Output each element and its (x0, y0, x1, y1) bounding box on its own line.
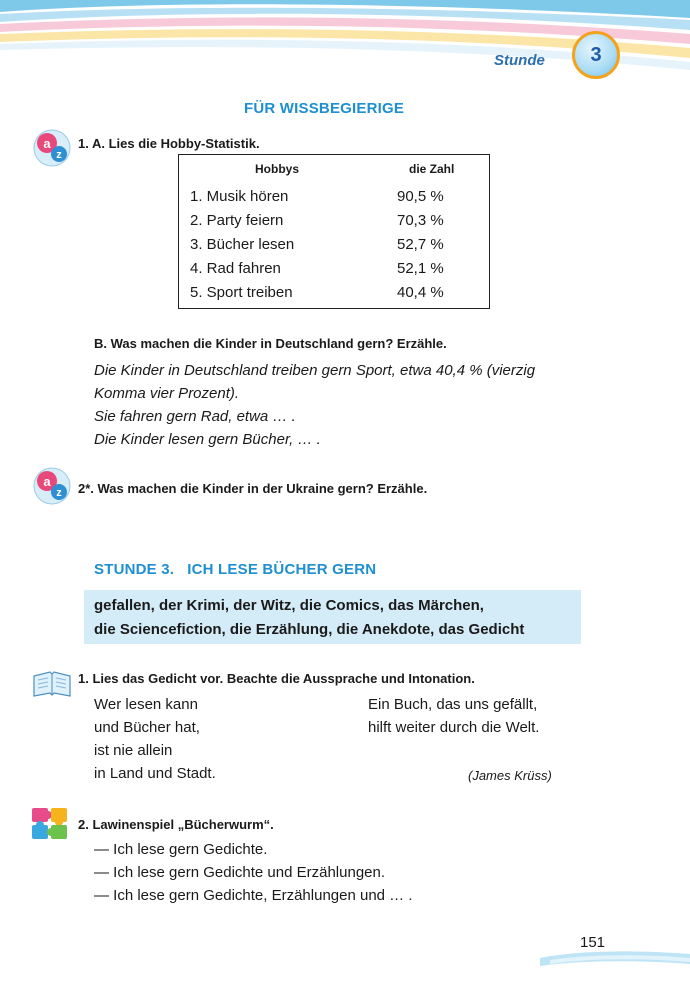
svg-text:a: a (43, 136, 51, 151)
open-book-icon (30, 668, 74, 700)
lesson-label: Stunde (494, 52, 545, 69)
task-1b-title: B. Was machen die Kinder in Deutschland gern? Erzähle. (94, 336, 447, 351)
table-row-value: 52,1 % (397, 260, 444, 277)
table-row-name: 3. Bücher lesen (190, 236, 295, 253)
lesson-number: 3 (590, 43, 602, 66)
table-header-hobbys: Hobbys (255, 162, 300, 176)
vocabulary-line: gefallen, der Krimi, der Witz, die Comics, das Märchen, (94, 597, 484, 614)
task-1b-answer (94, 359, 634, 451)
poem-line: in Land und Stadt. (94, 765, 216, 782)
task-2-title: 2*. Was machen die Kinder in der Ukraine gern? Erzähle. (78, 481, 428, 496)
svg-text:z: z (56, 149, 62, 161)
game-example-lines (94, 838, 413, 907)
game-line: — Ich lese gern Gedichte, Erzählungen und … . (94, 887, 413, 904)
az-icon (32, 466, 72, 506)
table-row-value: 40,4 % (397, 284, 444, 301)
poem-right-column (368, 693, 539, 739)
table-row-name: 2. Party feiern (190, 212, 284, 229)
game-task-title: 2. Lawinenspiel „Bücherwurm“. (78, 817, 274, 832)
answer-line: Komma vier Prozent). (94, 385, 240, 402)
svg-text:a: a (43, 474, 51, 489)
table-row-value: 70,3 % (397, 212, 444, 229)
poem-line: Ein Buch, das uns gefällt, (368, 696, 538, 713)
table-row-name: 1. Musik hören (190, 188, 289, 205)
poem-line: ist nie allein (94, 742, 173, 759)
task-1a-title: 1. A. Lies die Hobby-Statistik. (78, 136, 260, 151)
table-row-value: 52,7 % (397, 236, 444, 253)
page-number: 151 (580, 934, 606, 951)
poem-task-title: 1. Lies das Gedicht vor. Beachte die Aussprache und Intonation. (78, 671, 475, 686)
svg-text:z: z (56, 487, 62, 499)
table-row-name: 4. Rad fahren (190, 260, 281, 277)
hobby-statistics-table (178, 154, 490, 309)
section-heading-wissbegierige: FÜR WISSBEGIERIGE (244, 100, 405, 117)
game-line: — Ich lese gern Gedichte. (94, 841, 268, 858)
table-header-zahl: die Zahl (409, 162, 455, 176)
poem-line: und Bücher hat, (94, 719, 200, 736)
poem-left-column (94, 693, 216, 785)
vocabulary-box (84, 590, 581, 644)
lesson-number-badge (572, 31, 620, 79)
table-row-name: 5. Sport treiben (190, 284, 293, 301)
footer-wave-decoration (540, 948, 690, 968)
poem-author: (James Krüss) (468, 768, 552, 783)
poem-line: Wer lesen kann (94, 696, 198, 713)
game-line: — Ich lese gern Gedichte und Erzählungen. (94, 864, 386, 881)
answer-line: Die Kinder lesen gern Bücher, … . (94, 431, 321, 448)
az-icon (32, 128, 72, 168)
answer-line: Die Kinder in Deutschland treiben gern Sport, etwa 40,4 % (vierzig (94, 362, 536, 379)
vocabulary-line: die Sciencefiction, die Erzählung, die Anekdote, das Gedicht (94, 621, 525, 638)
poem-line: hilft weiter durch die Welt. (368, 719, 540, 736)
table-row-value: 90,5 % (397, 188, 444, 205)
puzzle-icon (28, 804, 72, 844)
section-heading-stunde-3: STUNDE 3. ICH LESE BÜCHER GERN (94, 561, 377, 578)
answer-line: Sie fahren gern Rad, etwa … . (94, 408, 296, 425)
